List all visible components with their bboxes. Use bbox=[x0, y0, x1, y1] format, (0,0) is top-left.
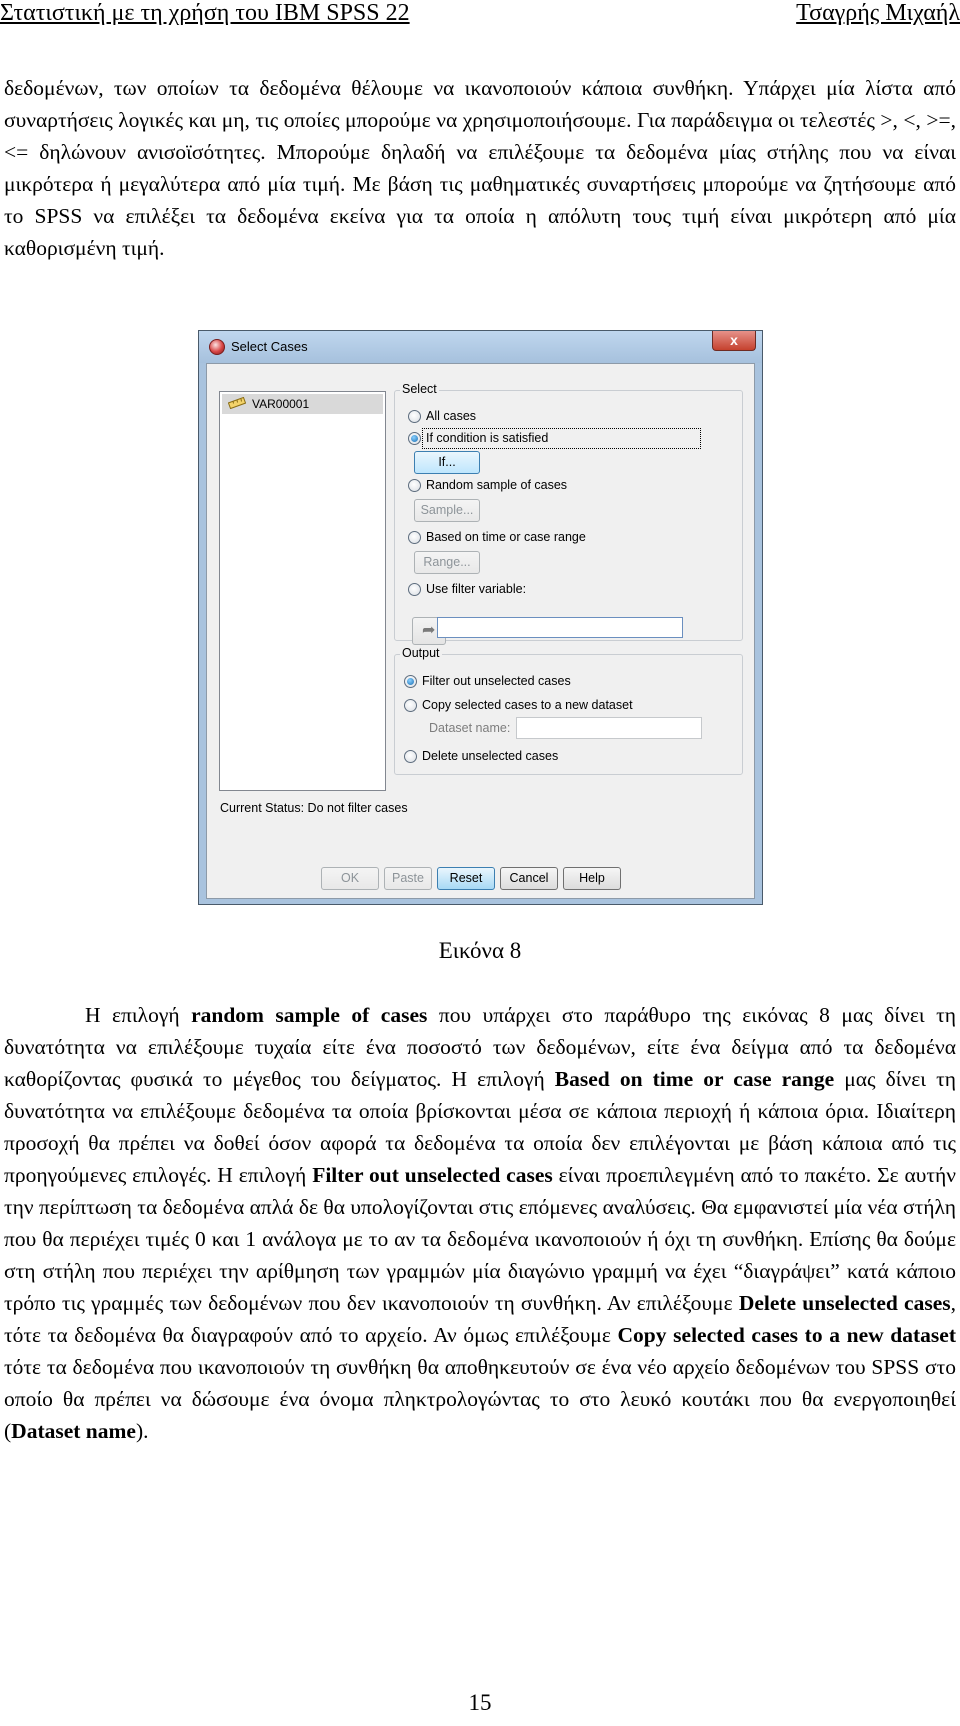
arrow-right-icon: ➦ bbox=[422, 622, 436, 639]
close-button[interactable]: x bbox=[712, 331, 756, 351]
time-range-label: Based on time or case range bbox=[426, 530, 586, 544]
if-condition-radio[interactable] bbox=[408, 432, 421, 445]
range-button[interactable]: Range... bbox=[414, 551, 480, 574]
time-range-radio[interactable] bbox=[408, 531, 421, 544]
text-run: ). bbox=[135, 1419, 149, 1443]
intro-paragraph: δεδομένων, των οποίων τα δεδομένα θέλουμε να ικανοποιούν κάποια συνθήκη. Υπάρχει μία λίστα από συναρτήσεις λογικές και μη, τις οποίες μπορούμε να χρησιμοποιήσουμε. Για παράδειγμα οι τελεστές >, <, >=, <= δηλώνουν ανισοϊσότητες. Μπορούμε δηλαδή να επιλέξουμε τα δεδομένα μίας στήλης που να είναι μικρότερα ή μεγαλύτερα από μία τιμή. Με βάση τις μαθηματικές συναρτήσεις μπορούμε να ζητήσουμε από το SPSS να επιλέξει τα δεδομένα εκείνα για τα οποία η απόλυτη τους τιμή είναι μικρότερη από μία καθορισμένη τιμή. bbox=[4, 76, 956, 260]
random-sample-radio[interactable] bbox=[408, 479, 421, 492]
help-button[interactable]: Help bbox=[563, 867, 621, 890]
delete-cases-radio[interactable] bbox=[404, 750, 417, 763]
filter-out-label: Filter out unselected cases bbox=[422, 674, 571, 688]
dialog-titlebar bbox=[199, 331, 762, 363]
all-cases-radio[interactable] bbox=[408, 410, 421, 423]
variable-list[interactable] bbox=[219, 391, 386, 791]
dialog-body bbox=[206, 363, 755, 899]
filter-variable-field[interactable] bbox=[437, 617, 683, 638]
random-sample-label: Random sample of cases bbox=[426, 478, 568, 492]
text-run: , τότε τα δεδομένα θα διαγραφούν από το αρχείο. Αν όμως επιλέξουμε bbox=[4, 1291, 956, 1347]
text-run: Η επιλογή bbox=[85, 1003, 192, 1027]
output-group-label: Output bbox=[402, 646, 440, 660]
header-title: Στατιστική με τη χρήση του IBM SPSS 22 bbox=[0, 0, 410, 26]
text-run: που υπάρχει στο παράθυρο της εικόνας 8 μας δίνει τη δυνατότητα να επιλέξουμε τυχαία είτε ένα ποσοστό των δεδομένων, είτε ένα δείγμα από τα δεδομένα καθορίζοντας φυσικά το μέγεθος του δείγματος. Η επιλογή bbox=[4, 1003, 956, 1091]
select-group-label: Select bbox=[402, 382, 437, 396]
bold-term-filter-out: Filter out unselected cases bbox=[312, 1163, 553, 1187]
filter-variable-radio[interactable] bbox=[408, 583, 421, 596]
dataset-name-label: Dataset name: bbox=[429, 721, 511, 735]
page-number: 15 bbox=[468, 1690, 492, 1715]
filter-out-radio[interactable] bbox=[404, 675, 417, 688]
ruler-icon bbox=[228, 397, 246, 409]
select-group bbox=[394, 382, 743, 641]
figure-caption: Εικόνα 8 bbox=[438, 938, 522, 963]
page-header bbox=[0, 0, 960, 30]
paste-button[interactable]: Paste bbox=[384, 867, 432, 890]
bold-term-copy: Copy selected cases to a new dataset bbox=[617, 1323, 956, 1347]
select-cases-dialog bbox=[198, 330, 763, 905]
output-group bbox=[394, 646, 743, 775]
variable-list-item[interactable] bbox=[222, 394, 383, 414]
spss-app-icon bbox=[209, 339, 225, 355]
text-run: είναι προεπιλεγμένη από το πακέτο. Σε αυτήν την περίπτωση τα δεδομένα απλά δε θα υπολογίζονται στις επόμενες αναλύσεις. Θα εμφανιστεί μία νέα στήλη που θα περιέχει τιμές 0 και 1 ανάλογα με το αν τα δεδομένα ικανοποιούν ή όχι τη συνθήκη. Επίσης θα δούμε στη στήλη που περιέχει την αρίθμηση των γραμμών μία διαγώνιο γραμμή να έχει “διαγράψει” κατά κάποιο τρόπο τις γραμμές των δεδομένων που δεν ικανοποιούν τη συνθήκη. Αν επιλέξουμε bbox=[4, 1163, 957, 1315]
filter-variable-label: Use filter variable: bbox=[426, 582, 527, 596]
reset-button[interactable]: Reset bbox=[437, 867, 495, 890]
explanation-paragraph bbox=[4, 999, 956, 1447]
all-cases-label: All cases bbox=[426, 409, 477, 423]
text-run: τότε τα δεδομένα που ικανοποιούν τη συνθήκη θα αποθηκευτούν σε ένα νέο αρχείο δεδομένων του SPSS στο οποίο θα πρέπει να δώσουμε ένα όνομα πληκτρολογώντας το στο λευκό κουτάκι που θα ενεργοποιηθεί ( bbox=[4, 1355, 956, 1443]
text-run: μας δίνει τη δυνατότητα να επιλέξουμε δεδομένα τα οποία βρίσκονται μέσα σε κάποια περιοχή ή κάποια όρια. Ιδιαίτερη προσοχή θα πρέπει να δοθεί όσον αφορά τα δεδομένα τα οποία δεν επιλέγονται με βάση κάποια από τις προηγούμενες επιλογές. Η επιλογή bbox=[4, 1067, 956, 1187]
copy-cases-radio[interactable] bbox=[404, 699, 417, 712]
dataset-name-field[interactable] bbox=[516, 717, 702, 739]
bold-term-delete: Delete unselected cases bbox=[738, 1291, 951, 1315]
bold-term-dataset-name: Dataset name bbox=[11, 1419, 136, 1443]
bold-term-time-range: Based on time or case range bbox=[554, 1067, 835, 1091]
sample-button[interactable]: Sample... bbox=[414, 499, 480, 522]
cancel-button[interactable]: Cancel bbox=[500, 867, 558, 890]
if-condition-label: If condition is satisfied bbox=[426, 431, 549, 445]
if-button[interactable]: If... bbox=[414, 451, 480, 474]
current-status: Current Status: Do not filter cases bbox=[220, 801, 408, 815]
bold-term-random-sample: random sample of cases bbox=[191, 1003, 428, 1027]
ok-button[interactable]: OK bbox=[321, 867, 379, 890]
delete-cases-label: Delete unselected cases bbox=[422, 749, 559, 763]
copy-cases-label: Copy selected cases to a new dataset bbox=[422, 698, 633, 712]
dialog-title: Select Cases bbox=[231, 339, 308, 354]
variable-name: VAR00001 bbox=[252, 397, 310, 411]
header-author: Τσαγρής Μιχαήλ bbox=[796, 0, 960, 26]
